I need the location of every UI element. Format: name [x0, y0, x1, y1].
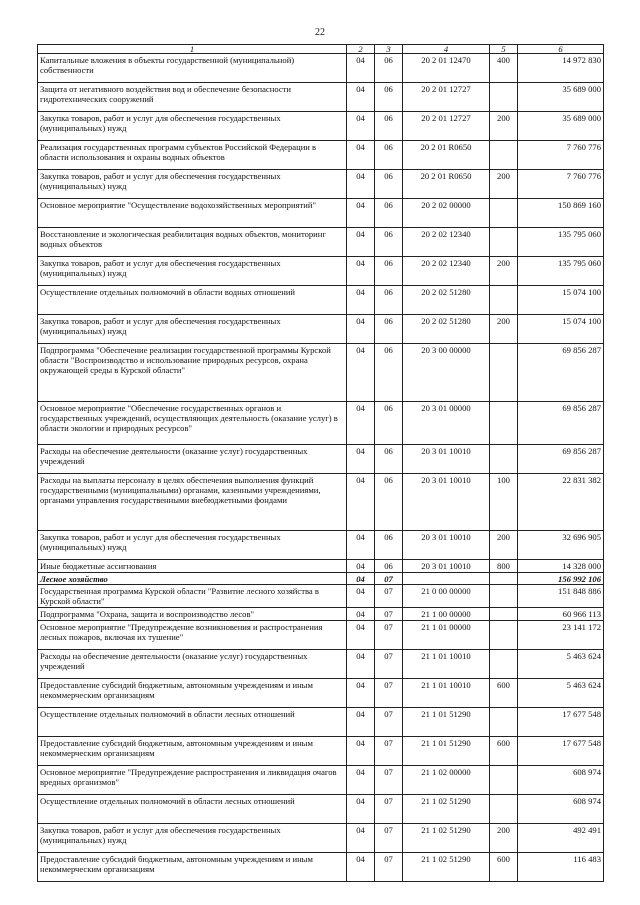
table-row [38, 170, 604, 199]
row-target-article-cell [403, 573, 490, 585]
table-row [38, 257, 604, 286]
row-section-cell: 04 [347, 141, 375, 170]
row-section-cell: 04 [347, 678, 375, 707]
row-name-cell: Осуществление отдельных полномочий в области водных отношений [38, 286, 347, 315]
row-name-cell: Основное мероприятие "Предупреждение распространения и ликвидация очагов вредных организмов" [38, 765, 347, 794]
row-expense-type-cell [490, 286, 518, 315]
row-subsection-cell: 07 [375, 620, 403, 649]
row-expense-type-cell: 200 [490, 315, 518, 344]
row-name-cell: Иные бюджетные ассигнования [38, 560, 347, 573]
row-expense-type-cell [490, 141, 518, 170]
row-target-article-cell: 20 2 02 51280 [403, 315, 490, 344]
row-amount-cell: 116 483 [518, 852, 604, 881]
row-subsection-cell: 06 [375, 445, 403, 474]
table-row [38, 585, 604, 607]
row-target-article-cell: 21 1 01 10010 [403, 649, 490, 678]
row-expense-type-cell: 600 [490, 852, 518, 881]
row-section-cell: 04 [347, 286, 375, 315]
row-section-cell: 04 [347, 402, 375, 445]
row-name-cell: Основное мероприятие "Осуществление водохозяйственных мероприятий" [38, 199, 347, 228]
row-expense-type-cell: 400 [490, 54, 518, 83]
row-subsection-cell: 07 [375, 794, 403, 823]
row-subsection-cell: 06 [375, 83, 403, 112]
row-expense-type-cell [490, 402, 518, 445]
row-section-cell: 04 [347, 585, 375, 607]
row-target-article-cell: 20 3 01 10010 [403, 560, 490, 573]
row-name-cell: Осуществление отдельных полномочий в области лесных отношений [38, 794, 347, 823]
row-target-article-cell: 20 2 01 12727 [403, 83, 490, 112]
table-row [38, 765, 604, 794]
row-amount-cell: 14 328 000 [518, 560, 604, 573]
table-row [38, 852, 604, 881]
row-expense-type-cell: 200 [490, 112, 518, 141]
row-amount-cell: 69 856 287 [518, 445, 604, 474]
row-target-article-cell: 21 1 01 51290 [403, 736, 490, 765]
table-row [38, 83, 604, 112]
row-name-cell: Восстановление и экологическая реабилитация водных объектов, мониторинг водных объектов [38, 228, 347, 257]
row-section-cell: 04 [347, 765, 375, 794]
header-cell: 1 [38, 45, 347, 54]
row-amount-cell: 135 795 060 [518, 228, 604, 257]
row-expense-type-cell [490, 607, 518, 620]
row-name-cell: Капитальные вложения в объекты государственной (муниципальной) собственности [38, 54, 347, 83]
row-section-cell: 04 [347, 852, 375, 881]
table-row [38, 402, 604, 445]
row-amount-cell: 5 463 624 [518, 649, 604, 678]
row-name-cell: Предоставление субсидий бюджетным, автономным учреждениям и иным некоммерческим организациям [38, 736, 347, 765]
row-section-cell: 04 [347, 54, 375, 83]
row-subsection-cell: 06 [375, 257, 403, 286]
row-subsection-cell: 06 [375, 170, 403, 199]
row-section-cell: 04 [347, 736, 375, 765]
row-target-article-cell: 21 0 00 00000 [403, 585, 490, 607]
row-subsection-cell: 07 [375, 852, 403, 881]
row-subsection-cell: 06 [375, 54, 403, 83]
row-subsection-cell: 06 [375, 474, 403, 531]
header-cell: 2 [347, 45, 375, 54]
table-row [38, 607, 604, 620]
row-subsection-cell: 06 [375, 199, 403, 228]
row-target-article-cell: 21 1 02 51290 [403, 852, 490, 881]
table-row [38, 315, 604, 344]
budget-table [37, 44, 604, 882]
table-row [38, 823, 604, 852]
row-expense-type-cell: 200 [490, 170, 518, 199]
page-number: 22 [315, 27, 325, 38]
row-expense-type-cell [490, 83, 518, 112]
row-subsection-cell: 06 [375, 531, 403, 560]
header-cell: 6 [518, 45, 604, 54]
table-row [38, 199, 604, 228]
row-section-cell: 04 [347, 560, 375, 573]
row-amount-cell: 32 696 905 [518, 531, 604, 560]
row-name-cell: Закупка товаров, работ и услуг для обеспечения государственных (муниципальных) нужд [38, 531, 347, 560]
row-subsection-cell: 06 [375, 402, 403, 445]
row-target-article-cell: 20 2 01 R0650 [403, 141, 490, 170]
row-amount-cell: 608 974 [518, 765, 604, 794]
row-amount-cell: 5 463 624 [518, 678, 604, 707]
row-target-article-cell: 21 1 01 00000 [403, 620, 490, 649]
row-section-cell: 04 [347, 474, 375, 531]
row-expense-type-cell [490, 344, 518, 402]
header-cell: 3 [375, 45, 403, 54]
row-section-cell: 04 [347, 823, 375, 852]
table-row [38, 474, 604, 531]
row-expense-type-cell [490, 228, 518, 257]
row-subsection-cell: 07 [375, 678, 403, 707]
table-row [38, 112, 604, 141]
row-name-cell: Расходы на обеспечение деятельности (оказание услуг) государственных учреждений [38, 445, 347, 474]
row-section-cell: 04 [347, 531, 375, 560]
row-name-cell: Закупка товаров, работ и услуг для обеспечения государственных (муниципальных) нужд [38, 170, 347, 199]
row-amount-cell: 35 689 000 [518, 112, 604, 141]
row-amount-cell: 17 677 548 [518, 736, 604, 765]
row-amount-cell: 15 074 100 [518, 286, 604, 315]
row-expense-type-cell: 100 [490, 474, 518, 531]
row-amount-cell: 14 972 830 [518, 54, 604, 83]
table-row [38, 445, 604, 474]
row-name-cell: Государственная программа Курской области "Развитие лесного хозяйства в Курской области" [38, 585, 347, 607]
row-subsection-cell: 07 [375, 573, 403, 585]
row-section-cell: 04 [347, 112, 375, 141]
row-target-article-cell: 20 2 02 12340 [403, 257, 490, 286]
row-subsection-cell: 06 [375, 141, 403, 170]
table-row [38, 54, 604, 83]
row-section-cell: 04 [347, 170, 375, 199]
row-subsection-cell: 06 [375, 286, 403, 315]
row-subsection-cell: 07 [375, 707, 403, 736]
row-amount-cell: 69 856 287 [518, 402, 604, 445]
row-target-article-cell: 21 1 01 51290 [403, 707, 490, 736]
row-amount-cell: 150 869 160 [518, 199, 604, 228]
row-amount-cell: 15 074 100 [518, 315, 604, 344]
table-row [38, 573, 604, 585]
row-amount-cell: 608 974 [518, 794, 604, 823]
row-section-cell: 04 [347, 199, 375, 228]
table-row [38, 649, 604, 678]
row-amount-cell: 7 760 776 [518, 141, 604, 170]
row-expense-type-cell: 800 [490, 560, 518, 573]
row-section-cell: 04 [347, 649, 375, 678]
row-target-article-cell: 21 1 02 51290 [403, 794, 490, 823]
row-name-cell: Реализация государственных программ субъектов Российской Федерации в области использования и охраны водных объектов [38, 141, 347, 170]
row-target-article-cell: 20 2 01 R0650 [403, 170, 490, 199]
table-row [38, 531, 604, 560]
row-target-article-cell: 21 1 02 00000 [403, 765, 490, 794]
row-amount-cell: 492 491 [518, 823, 604, 852]
row-subsection-cell: 07 [375, 736, 403, 765]
row-amount-cell: 17 677 548 [518, 707, 604, 736]
header-cell: 5 [490, 45, 518, 54]
row-expense-type-cell [490, 585, 518, 607]
row-subsection-cell: 07 [375, 823, 403, 852]
row-name-cell: Подпрограмма "Охрана, защита и воспроизводство лесов" [38, 607, 347, 620]
row-amount-cell: 35 689 000 [518, 83, 604, 112]
row-amount-cell: 69 856 287 [518, 344, 604, 402]
table-row [38, 141, 604, 170]
row-target-article-cell: 20 2 02 51280 [403, 286, 490, 315]
row-section-cell: 04 [347, 228, 375, 257]
row-name-cell: Подпрограмма "Обеспечение реализации государственной программы Курской области "Воспроизводство и использование природных ресурсов, охрана окружающей среды в Курской области" [38, 344, 347, 402]
row-name-cell: Предоставление субсидий бюджетным, автономным учреждениям и иным некоммерческим организациям [38, 852, 347, 881]
row-expense-type-cell: 200 [490, 257, 518, 286]
row-subsection-cell: 07 [375, 585, 403, 607]
row-expense-type-cell [490, 620, 518, 649]
row-amount-cell: 7 760 776 [518, 170, 604, 199]
row-target-article-cell: 21 1 00 00000 [403, 607, 490, 620]
header-cell: 4 [403, 45, 490, 54]
row-amount-cell: 156 992 106 [518, 573, 604, 585]
table-row [38, 678, 604, 707]
row-expense-type-cell: 200 [490, 823, 518, 852]
row-section-cell: 04 [347, 573, 375, 585]
row-name-cell: Закупка товаров, работ и услуг для обеспечения государственных (муниципальных) нужд [38, 315, 347, 344]
row-expense-type-cell [490, 445, 518, 474]
row-expense-type-cell [490, 707, 518, 736]
table-row [38, 736, 604, 765]
row-target-article-cell: 20 3 00 00000 [403, 344, 490, 402]
row-name-cell: Расходы на выплаты персоналу в целях обеспечения выполнения функций государственными (муниципальными) органами, казенными учреждениями, органами управления государственными внебюджетными фондами [38, 474, 347, 531]
row-expense-type-cell [490, 573, 518, 585]
row-subsection-cell: 06 [375, 315, 403, 344]
row-section-cell: 04 [347, 445, 375, 474]
row-section-cell: 04 [347, 315, 375, 344]
row-name-cell: Лесное хозяйство [38, 573, 347, 585]
row-name-cell: Основное мероприятие "Обеспечение государственных органов и государственных учреждений, осуществляющих деятельность (оказание услуг) в области экологии и природных ресурсов" [38, 402, 347, 445]
row-subsection-cell: 07 [375, 765, 403, 794]
row-target-article-cell: 21 1 01 10010 [403, 678, 490, 707]
row-amount-cell: 22 831 382 [518, 474, 604, 531]
row-target-article-cell: 20 2 01 12470 [403, 54, 490, 83]
row-expense-type-cell [490, 794, 518, 823]
row-expense-type-cell: 200 [490, 531, 518, 560]
table-row [38, 794, 604, 823]
row-name-cell: Осуществление отдельных полномочий в области лесных отношений [38, 707, 347, 736]
row-name-cell: Расходы на обеспечение деятельности (оказание услуг) государственных учреждений [38, 649, 347, 678]
row-name-cell: Закупка товаров, работ и услуг для обеспечения государственных (муниципальных) нужд [38, 823, 347, 852]
row-section-cell: 04 [347, 83, 375, 112]
row-target-article-cell: 20 2 02 12340 [403, 228, 490, 257]
row-expense-type-cell [490, 199, 518, 228]
table-header-row [38, 45, 604, 54]
row-section-cell: 04 [347, 794, 375, 823]
table-row [38, 620, 604, 649]
row-amount-cell: 23 141 172 [518, 620, 604, 649]
row-target-article-cell: 21 1 02 51290 [403, 823, 490, 852]
row-section-cell: 04 [347, 620, 375, 649]
row-section-cell: 04 [347, 707, 375, 736]
row-target-article-cell: 20 3 01 10010 [403, 474, 490, 531]
row-subsection-cell: 06 [375, 112, 403, 141]
row-section-cell: 04 [347, 257, 375, 286]
table-row [38, 344, 604, 402]
row-subsection-cell: 07 [375, 607, 403, 620]
table-row [38, 560, 604, 573]
row-amount-cell: 60 966 113 [518, 607, 604, 620]
row-section-cell: 04 [347, 344, 375, 402]
row-name-cell: Защита от негативного воздействия вод и обеспечение безопасности гидротехнических сооружений [38, 83, 347, 112]
row-target-article-cell: 20 2 01 12727 [403, 112, 490, 141]
table-row [38, 286, 604, 315]
row-target-article-cell: 20 2 02 00000 [403, 199, 490, 228]
row-amount-cell: 135 795 060 [518, 257, 604, 286]
row-name-cell: Закупка товаров, работ и услуг для обеспечения государственных (муниципальных) нужд [38, 257, 347, 286]
row-subsection-cell: 06 [375, 228, 403, 257]
table-row [38, 228, 604, 257]
row-subsection-cell: 07 [375, 649, 403, 678]
row-subsection-cell: 06 [375, 344, 403, 402]
row-target-article-cell: 20 3 01 00000 [403, 402, 490, 445]
row-expense-type-cell: 600 [490, 736, 518, 765]
row-target-article-cell: 20 3 01 10010 [403, 445, 490, 474]
row-expense-type-cell [490, 765, 518, 794]
row-name-cell: Основное мероприятие "Предупреждение возникновения и распространения лесных пожаров, включая их тушение" [38, 620, 347, 649]
table-row [38, 707, 604, 736]
row-target-article-cell: 20 3 01 10010 [403, 531, 490, 560]
row-name-cell: Предоставление субсидий бюджетным, автономным учреждениям и иным некоммерческим организациям [38, 678, 347, 707]
row-section-cell: 04 [347, 607, 375, 620]
row-expense-type-cell: 600 [490, 678, 518, 707]
row-expense-type-cell [490, 649, 518, 678]
row-amount-cell: 151 848 886 [518, 585, 604, 607]
row-subsection-cell: 06 [375, 560, 403, 573]
row-name-cell: Закупка товаров, работ и услуг для обеспечения государственных (муниципальных) нужд [38, 112, 347, 141]
